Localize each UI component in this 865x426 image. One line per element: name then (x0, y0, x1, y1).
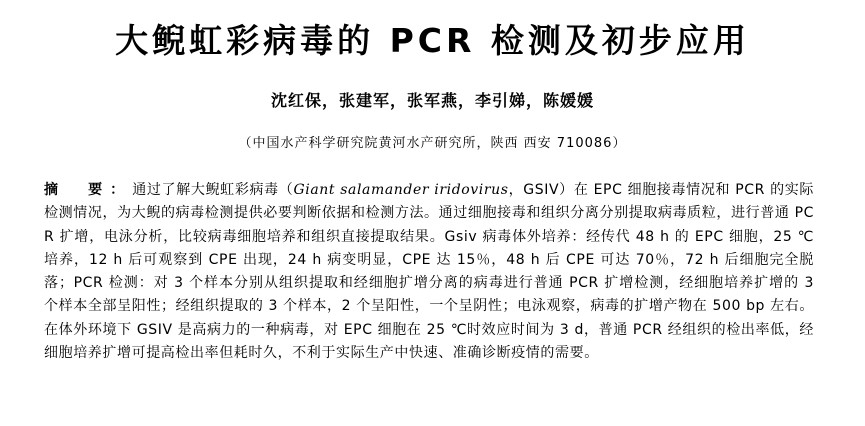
abstract-paragraph (44, 179, 814, 365)
virus-latin-name: Giant salamander iridovirus (293, 182, 509, 198)
abstract-text-part-2: ，GSIV）在 EPC 细胞接毒情况和 PCR 的实际检测情况，为大鲵的病毒检测提供必要判断依据和检测方法。通过细胞接毒和组织分离分别提取病毒质粒，进行普通 PCR 扩增，电泳分析，比较病毒细胞培养和组织直接提取结果。Gsiv 病毒体外培养：经传代 48 h 的 EPC 细胞，25 ℃培养，12 h 后可观察到 CPE 出现，24 h 病变明显，CPE 达 15％，48 h 后 CPE 可达 70％，72 h 后细胞完全脱落；PCR 检测：对 3 个样本分别从组织提取和经细胞扩增分离的病毒进行普通 PCR 扩增检测，经细胞培养扩增的 3 个样本全部呈阳性；经组织提取的 3 个样本，2 个呈阳性，一个呈阴性；电泳观察，病毒的扩增产物在 500 bp 左右。在体外环境下 GSIV 是高病力的一种病毒，对 EPC 细胞在 25 ℃时效应时间为 3 d，普通 PCR 经组织的检出率低，经细胞培养扩增可提高检出率但耗时久，不利于实际生产中快速、准确诊断疫情的需要。 (44, 182, 815, 362)
paper-title: 大鲵虹彩病毒的 PCR 检测及初步应用 (115, 21, 750, 60)
abstract-text-part-1: 通过了解大鲵虹彩病毒（ (132, 182, 294, 198)
author-list: 沈红保，张建军，张军燕，李引娣，陈媛媛 (270, 91, 594, 110)
author-affiliation: （中国水产科学研究院黄河水产研究所，陕西 西安 710086） (238, 136, 627, 151)
abstract-label: 摘 要： (44, 182, 133, 198)
